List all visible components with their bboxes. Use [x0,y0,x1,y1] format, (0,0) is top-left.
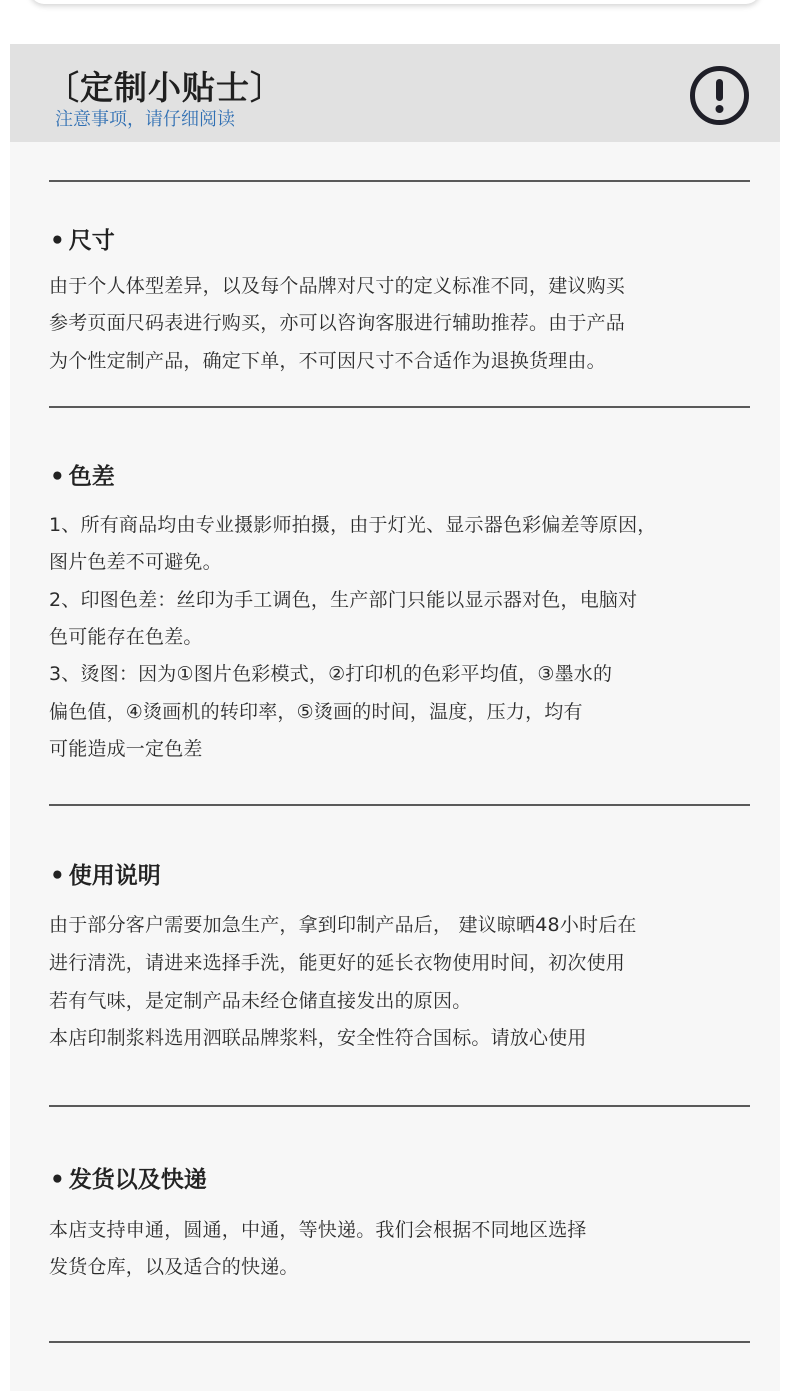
header-title: 〔定制小贴士〕 [46,68,284,107]
section-heading-color-difference [50,458,115,491]
body-line: 为个性定制产品，确定下单，不可因尺寸不合适作为退换货理由。 [49,350,606,372]
body-line: 由于个人体型差异，以及每个品牌对尺寸的定义标准不同，建议购买 [49,275,626,297]
body-line: 本店印制浆料选用泗联品牌浆料，安全性符合国标。请放心使用 [49,1027,587,1049]
body-line: 参考页面尺码表进行购买，亦可以咨询客服进行辅助推荐。由于产品 [49,312,626,334]
section-title: 尺寸 [68,228,115,254]
body-line: 1、所有商品均由专业摄影师拍摄，由于灯光、显示器色彩偏差等原因， [49,514,657,536]
section-heading-usage [50,857,161,890]
body-line: 若有气味，是定制产品未经仓储直接发出的原因。 [49,990,472,1012]
exclamation-circle-icon [689,65,750,126]
divider [49,1341,750,1343]
top-card-edge [30,0,760,4]
body-line: 偏色值，④烫画机的转印率，⑤烫画的时间，温度，压力，均有 [49,701,583,723]
section-title: 使用说明 [68,863,161,889]
divider [49,804,750,806]
divider [49,1105,750,1107]
tips-panel [10,44,780,1391]
body-line: 图片色差不可避免。 [49,551,222,573]
body-line: 2、印图色差：丝印为手工调色，生产部门只能以显示器对色，电脑对 [49,589,638,611]
bullet: • [50,228,65,254]
body-line: 由于部分客户需要加急生产，拿到印制产品后， 建议晾晒48小时后在 [49,914,637,936]
header-subtitle: 注意事项，请仔细阅读 [55,109,235,130]
body-line: 色可能存在色差。 [49,626,203,648]
bullet: • [50,863,65,889]
body-line: 本店支持申通，圆通，中通，等快递。我们会根据不同地区选择 [49,1219,587,1241]
section-heading-shipping [50,1161,207,1194]
body-line: 3、烫图：因为①图片色彩模式，②打印机的色彩平均值，③墨水的 [49,663,613,685]
divider [49,406,750,408]
section-title: 发货以及快递 [68,1167,207,1193]
body-line: 可能造成一定色差 [49,738,203,760]
bullet: • [50,464,65,490]
section-heading-size [50,222,115,255]
divider [49,180,750,182]
tips-header [10,44,780,142]
bullet: • [50,1167,65,1193]
body-line: 进行清洗，请进来选择手洗，能更好的延长衣物使用时间，初次使用 [49,952,626,974]
section-title: 色差 [68,464,115,490]
body-line: 发货仓库，以及适合的快递。 [49,1256,299,1278]
